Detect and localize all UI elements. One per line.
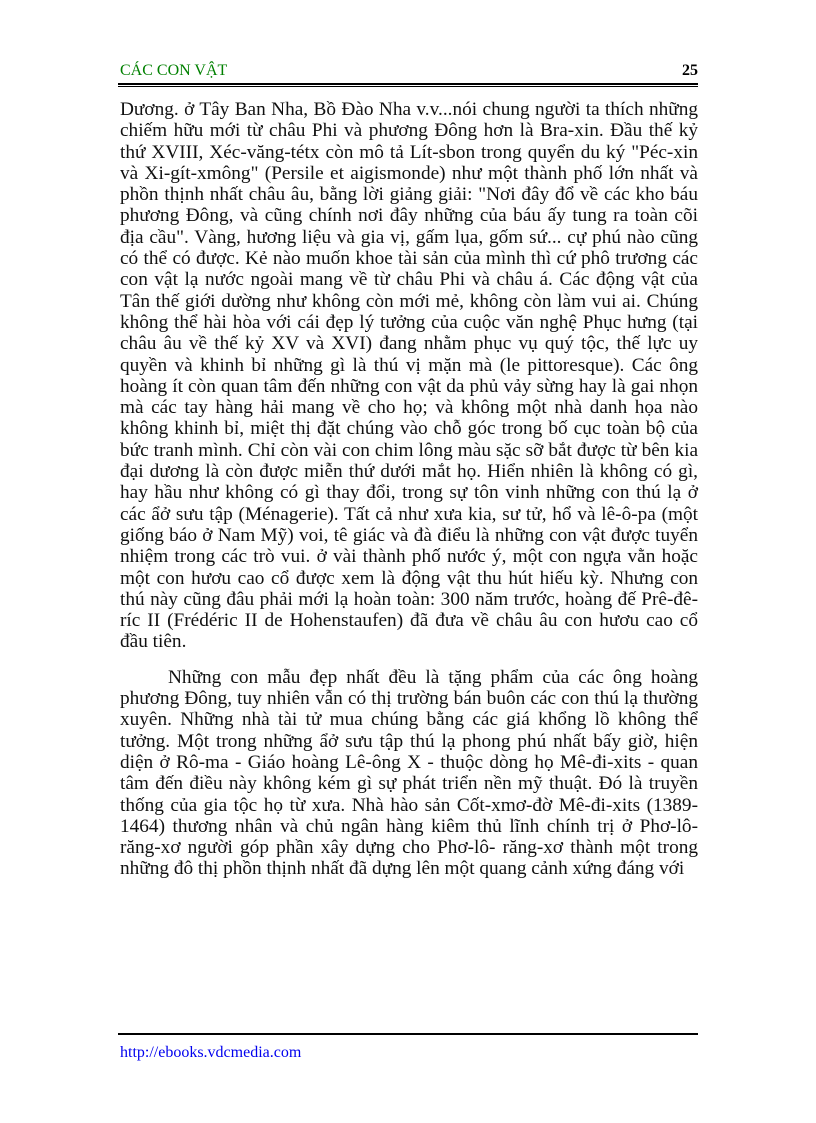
paragraph-2: Những con mẫu đẹp nhất đều là tặng phẩm của các ông hoàng phương Đông, tuy nhiên vẫn có thị trường bán buôn các con thú lạ thường xuyên. Những nhà tài tử mua chúng bằng các giá khổng lồ không thể tưởng. Một trong những ẩở sưu tập thú lạ phong phú nhất bấy giờ, hiện diện ở Rô-ma - Giáo hoàng Lê-ông X - thuộc dòng họ Mê-đi-xits - quan tâm đến điều này không kém gì sự phát triển nền mỹ thuật. Đó là truyền thống của gia tộc họ từ xưa. Nhà hào sản Cốt-xmơ-đờ Mê-đi-xits (1389-1464) thương nhân và chủ ngân hàng kiêm thủ lĩnh chính trị ở Phơ-lô- răng-xơ người góp phần xây dựng cho Phơ-lô- răng-xơ thành một trong những đô thị phồn thịnh nhất đã dựng lên một quang cảnh xứng đáng với bbox=[120, 666, 698, 880]
paragraph-1: Dương. ở Tây Ban Nha, Bồ Đào Nha v.v...nói chung người ta thích những chiếm hữu mới từ châu Phi và phương Đông hơn là Bra-xin. Đầu thế kỷ thứ XVIII, Xéc-văng-tétx còn mô tả Lít-sbon trong quyển du ký "Péc-xin và Xi-gít-xmông" (Persile et aigismonde) như một thành phố lớn nhất và phồn thịnh nhất châu âu, bằng lời giảng giải: "Nơi đây đổ về các kho báu phương Đông, và cũng chính nơi đây những của báu ấy tung ra toàn cõi địa cầu". Vàng, hương liệu và gia vị, gấm lụa, gốm sứ... cự phú nào cũng có thể có được. Kẻ nào muốn khoe tài sản của mình thì cứ phô trương các con vật lạ nước ngoài mang về từ châu Phi và châu á. Các động vật của Tân thế giới dường như không còn mới mẻ, không còn làm vui ai. Chúng không thể hài hòa với cái đẹp lý tưởng của cuộc văn nghệ Phục hưng (tại châu âu về thế kỷ XV và XVI) đang nhằm phục vụ quý tộc, thế lực uy quyền và khinh bỉ những gì là thú vị mặn mà (le pittoresque). Các ông hoàng ít còn quan tâm đến những con vật da phủ vảy sừng hay là gai nhọn mà các tay hàng hải mang về cho họ; và không một nhà danh họa nào không khinh bỉ, miệt thị đặt chúng vào chỗ góc trong bố cục toàn bộ của bức tranh mình. Chỉ còn vài con chim lông màu sặc sỡ bắt được từ bên kia đại dương là còn được miễn thứ dưới mắt họ. Hiển nhiên là không có gì, hay hầu như không có gì thay đổi, trong sự tôn vinh những con thú lạ ở các ẩở sưu tập (Ménagerie). Tất cả như xưa kia, sư tử, hổ và lê-ô-pa (một giống báo ở Nam Mỹ) voi, tê giác và đà điểu là những con vật được tuyển nhiệm trong các trò vui. ở vài thành phố nước ý, một con ngựa vằn hoặc một con hươu cao cổ được xem là động vật thu hút hiếu kỳ. Nhưng con thú này cũng đâu phải mới lạ hoàn toàn: 300 năm trước, hoàng đế Prê-đê-ríc II (Frédéric II de Hohenstaufen) đã đưa về châu âu con hươu cao cổ đầu tiên. bbox=[120, 99, 698, 653]
body-text bbox=[120, 99, 698, 880]
header-divider bbox=[118, 83, 698, 87]
chapter-title: CÁC CON VẬT bbox=[120, 62, 228, 79]
page-number: 25 bbox=[682, 62, 698, 79]
footer-link[interactable]: http://ebooks.vdcmedia.com bbox=[120, 1044, 302, 1061]
footer-divider bbox=[118, 1033, 698, 1035]
